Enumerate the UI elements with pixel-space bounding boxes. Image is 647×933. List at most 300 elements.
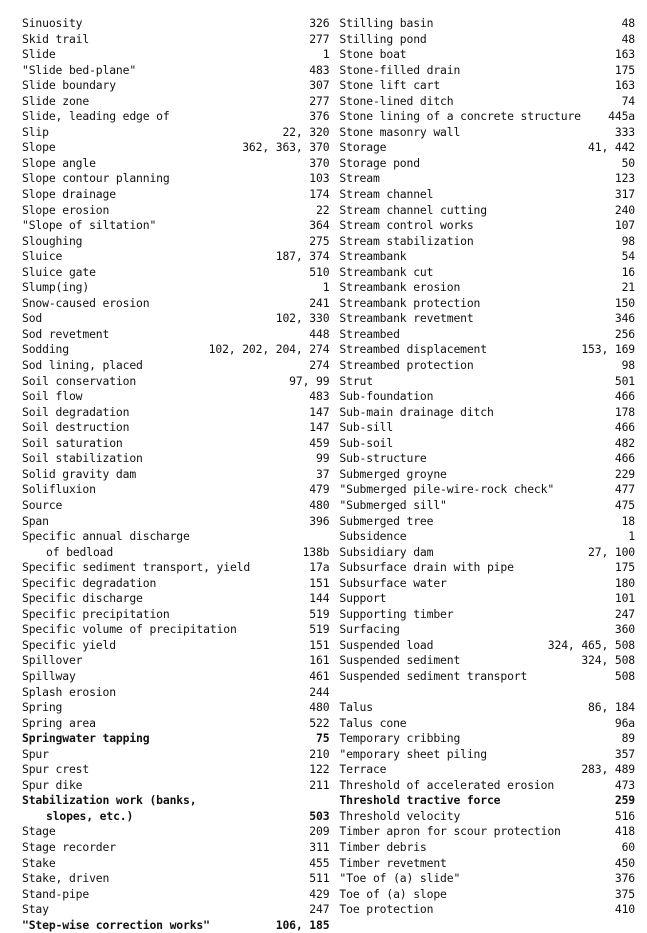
index-entry — [339, 63, 635, 79]
index-pages: 187, 374 — [275, 249, 330, 264]
index-term: Splash erosion — [22, 684, 116, 699]
index-entry — [22, 234, 329, 250]
index-pages: 97, 99 — [289, 373, 330, 388]
index-entry — [339, 669, 635, 685]
index-entry — [339, 607, 635, 623]
index-entry — [22, 374, 329, 390]
index-entry — [339, 482, 635, 498]
index-entry — [22, 793, 329, 809]
index-pages: 247 — [614, 606, 635, 621]
index-entry — [22, 280, 329, 296]
index-entry — [22, 265, 329, 281]
index-term: Stake, driven — [22, 871, 110, 886]
index-entry — [339, 653, 635, 669]
index-pages: 259 — [614, 793, 635, 808]
index-entry — [339, 405, 635, 421]
index-entry — [339, 560, 635, 576]
index-entry — [22, 638, 329, 654]
index-pages: 477 — [614, 482, 635, 497]
index-pages: 429 — [309, 886, 330, 901]
index-term: Sluice gate — [22, 264, 96, 279]
index-pages: 16 — [621, 264, 635, 279]
index-term: Sloughing — [22, 233, 83, 248]
index-term: Stone-lined ditch — [339, 93, 454, 108]
index-entry — [339, 809, 635, 825]
index-entry — [339, 32, 635, 48]
index-term: Spillover — [22, 653, 83, 668]
index-entry — [22, 389, 329, 405]
index-pages: 283, 489 — [581, 762, 635, 777]
index-pages: 346 — [614, 311, 635, 326]
index-pages: 277 — [309, 93, 330, 108]
index-entry — [22, 529, 329, 545]
index-term: Stage — [22, 824, 56, 839]
index-entry — [22, 358, 329, 374]
index-pages: 508 — [614, 668, 635, 683]
index-pages: 1 — [322, 47, 330, 62]
index-term: Soil degradation — [22, 404, 130, 419]
index-entry — [339, 296, 635, 312]
index-entry — [22, 747, 329, 763]
index-pages: 519 — [309, 622, 330, 637]
index-pages: 98 — [621, 358, 635, 373]
index-entry — [339, 342, 635, 358]
index-term: Sod lining, placed — [22, 358, 143, 373]
index-term: Specific yield — [22, 637, 116, 652]
index-pages: 122 — [309, 762, 330, 777]
index-entry — [339, 700, 635, 716]
index-pages: 21 — [621, 280, 635, 295]
index-pages: 376 — [614, 871, 635, 886]
index-term: Submerged tree — [339, 513, 434, 528]
index-entry — [22, 607, 329, 623]
index-entry — [22, 451, 329, 467]
index-pages: 324, 508 — [581, 653, 635, 668]
index-term: "Submerged sill" — [339, 497, 447, 512]
index-entry — [339, 514, 635, 530]
index-pages: 41, 442 — [588, 140, 635, 155]
index-term: Sinuosity — [22, 16, 83, 30]
index-pages: 96a — [614, 715, 635, 730]
index-term: Subsidiary dam — [339, 544, 434, 559]
index-pages: 275 — [309, 233, 330, 248]
index-term: "emporary sheet piling — [339, 746, 487, 761]
index-pages: 501 — [614, 373, 635, 388]
index-term: Stone masonry wall — [339, 124, 461, 139]
index-pages: 461 — [309, 668, 330, 683]
index-pages: 147 — [309, 420, 330, 435]
index-pages: 307 — [309, 78, 330, 93]
index-term: Source — [22, 497, 63, 512]
index-entry — [22, 203, 329, 219]
index-pages: 510 — [309, 264, 330, 279]
index-entry — [22, 762, 329, 778]
index-term: Stream channel — [339, 187, 434, 202]
index-entry — [339, 545, 635, 561]
index-pages: 479 — [309, 482, 330, 497]
index-pages: 333 — [614, 124, 635, 139]
index-pages: 180 — [614, 575, 635, 590]
index-pages: 450 — [614, 855, 635, 870]
index-entry — [22, 840, 329, 856]
index-pages: 99 — [315, 451, 330, 466]
index-term: Slip — [22, 124, 49, 139]
index-pages: 178 — [614, 404, 635, 419]
index-pages: 103 — [309, 171, 330, 186]
index-term: Stilling basin — [339, 16, 434, 30]
index-term: Streambank cut — [339, 264, 434, 279]
index-pages: 147 — [309, 404, 330, 419]
index-entry — [339, 109, 635, 125]
index-term: Toe of (a) slope — [339, 886, 447, 901]
index-entry — [339, 436, 635, 452]
index-pages: 1 — [628, 529, 635, 544]
index-term: Sub-sill — [339, 420, 394, 435]
index-pages: 123 — [614, 171, 635, 186]
index-term: Spur crest — [22, 762, 90, 777]
index-term: Slope drainage — [22, 187, 116, 202]
index-term: Threshold of accelerated erosion — [339, 777, 555, 792]
index-pages: 175 — [614, 62, 635, 77]
index-term: Sodding — [22, 342, 69, 357]
index-entry — [339, 311, 635, 327]
index-pages: 74 — [621, 93, 635, 108]
index-entry — [22, 32, 329, 48]
index-pages: 89 — [621, 731, 635, 746]
index-pages: 459 — [309, 435, 330, 450]
index-entry — [22, 902, 329, 918]
index-pages: 102, 330 — [275, 311, 330, 326]
index-term: Sub-structure — [339, 451, 427, 466]
index-term: Strut — [339, 373, 373, 388]
index-entry — [339, 374, 635, 390]
index-pages: 364 — [309, 218, 330, 233]
index-term: Soil destruction — [22, 420, 130, 435]
index-term: Sub-main drainage ditch — [339, 404, 494, 419]
index-entry — [339, 529, 635, 545]
index-entry — [339, 747, 635, 763]
index-entry — [339, 716, 635, 732]
index-term: Stone-filled drain — [339, 62, 461, 77]
index-pages: 153, 169 — [581, 342, 635, 357]
index-term: Spur dike — [22, 777, 83, 792]
index-term: Stand-pipe — [22, 886, 90, 901]
index-pages: 376 — [309, 109, 330, 124]
index-entry — [22, 918, 329, 933]
index-pages: 483 — [309, 62, 330, 77]
index-pages: 75 — [315, 731, 330, 746]
index-entry — [22, 63, 329, 79]
index-term: Spring — [22, 700, 63, 715]
index-entry — [22, 685, 329, 701]
index-pages: 240 — [614, 202, 635, 217]
index-entry — [22, 856, 329, 872]
index-term: Subsidence — [339, 529, 407, 544]
index-term: Specific degradation — [22, 575, 157, 590]
index-entry — [339, 591, 635, 607]
index-pages: 480 — [309, 700, 330, 715]
index-entry — [339, 902, 635, 918]
index-term: Streambank erosion — [339, 280, 461, 295]
index-term: Stage recorder — [22, 839, 116, 854]
index-entry — [22, 109, 329, 125]
index-entry — [339, 218, 635, 234]
index-term: Sub-soil — [339, 435, 394, 450]
index-entry — [339, 187, 635, 203]
index-pages: 98 — [621, 233, 635, 248]
index-term: Supporting timber — [339, 606, 454, 621]
index-entry — [339, 576, 635, 592]
index-term: Solifluxion — [22, 482, 96, 497]
index-pages: 241 — [309, 295, 330, 310]
index-entry — [339, 203, 635, 219]
index-entry — [339, 871, 635, 887]
index-pages: 311 — [309, 839, 330, 854]
index-pages: 482 — [614, 435, 635, 450]
index-entry — [22, 296, 329, 312]
index-entry — [339, 451, 635, 467]
index-pages: 473 — [614, 777, 635, 792]
index-term: Specific volume of precipitation — [22, 622, 237, 637]
index-entry — [339, 778, 635, 794]
index-entry — [22, 78, 329, 94]
index-entry — [339, 16, 635, 32]
index-pages: 277 — [309, 31, 330, 46]
index-pages: 375 — [614, 886, 635, 901]
index-entry — [339, 156, 635, 172]
index-pages: 161 — [309, 653, 330, 668]
index-term: Timber apron for scour protection — [339, 824, 561, 839]
index-term: Streambank — [339, 249, 407, 264]
index-pages: 37 — [315, 466, 330, 481]
index-entry — [22, 16, 329, 32]
index-pages: 466 — [614, 420, 635, 435]
index-term: Spillway — [22, 668, 76, 683]
index-column-left — [22, 16, 329, 933]
index-entry — [22, 467, 329, 483]
index-entry — [339, 840, 635, 856]
index-entry — [22, 94, 329, 110]
index-term: Stream channel cutting — [339, 202, 487, 217]
index-entry — [22, 560, 329, 576]
index-term: Slump(ing) — [22, 280, 90, 295]
index-term: Sod — [22, 311, 43, 326]
index-term: Soil conservation — [22, 373, 137, 388]
index-term: Solid gravity dam — [22, 466, 137, 481]
index-entry — [22, 716, 329, 732]
index-entry — [339, 856, 635, 872]
index-entry — [22, 778, 329, 794]
index-term: "Toe of (a) slide" — [339, 871, 461, 886]
index-entry — [339, 358, 635, 374]
index-term: slopes, etc.) — [46, 808, 134, 823]
index-term: Slope contour planning — [22, 171, 170, 186]
index-entry — [339, 140, 635, 156]
index-term: "Submerged pile-wire-rock check" — [339, 482, 555, 497]
index-pages: 445a — [608, 109, 635, 124]
index-entry — [339, 762, 635, 778]
index-entry — [339, 887, 635, 903]
index-term: Stone boat — [339, 47, 407, 62]
index-pages: 18 — [621, 513, 635, 528]
index-term: Slope angle — [22, 155, 96, 170]
index-term: Streambank protection — [339, 295, 481, 310]
index-entry — [339, 420, 635, 436]
index-section-gap — [339, 685, 635, 701]
index-pages: 86, 184 — [588, 700, 635, 715]
index-pages: 151 — [309, 637, 330, 652]
index-pages: 17a — [309, 560, 330, 575]
index-pages: 511 — [309, 871, 330, 886]
index-term: Soil stabilization — [22, 451, 143, 466]
index-pages: 48 — [621, 31, 635, 46]
index-term: Specific discharge — [22, 591, 143, 606]
index-term: Stream stabilization — [339, 233, 474, 248]
index-entry — [339, 389, 635, 405]
index-pages: 48 — [621, 16, 635, 30]
index-pages: 22 — [315, 202, 330, 217]
index-entry — [22, 576, 329, 592]
index-term: Subsurface drain with pipe — [339, 560, 514, 575]
index-entry — [339, 265, 635, 281]
index-entry — [339, 78, 635, 94]
index-term: Support — [339, 591, 387, 606]
index-term: Sod revetment — [22, 326, 110, 341]
index-pages: 519 — [309, 606, 330, 621]
index-term: Storage — [339, 140, 387, 155]
index-term: Specific annual discharge — [22, 529, 190, 544]
index-pages: 27, 100 — [588, 544, 635, 559]
index-pages: 466 — [614, 451, 635, 466]
index-pages: 360 — [614, 622, 635, 637]
index-entry — [22, 140, 329, 156]
index-pages: 175 — [614, 560, 635, 575]
index-pages: 1 — [322, 280, 330, 295]
index-term: Slide zone — [22, 93, 90, 108]
index-term: Talus — [339, 700, 373, 715]
index-term: Snow-caused erosion — [22, 295, 150, 310]
index-term: Slope erosion — [22, 202, 110, 217]
index-term: Streambed displacement — [339, 342, 487, 357]
index-pages: 516 — [614, 808, 635, 823]
index-entry — [339, 467, 635, 483]
index-term: Springwater tapping — [22, 731, 150, 746]
index-pages: 211 — [309, 777, 330, 792]
index-entry — [339, 94, 635, 110]
index-entry — [339, 824, 635, 840]
index-pages: 163 — [614, 78, 635, 93]
index-pages: 483 — [309, 389, 330, 404]
index-pages: 102, 202, 204, 274 — [208, 342, 330, 357]
index-pages: 22, 320 — [282, 124, 330, 139]
index-term: Sub-foundation — [339, 389, 434, 404]
index-pages: 256 — [614, 326, 635, 341]
index-pages: 174 — [309, 187, 330, 202]
index-term: Suspended sediment transport — [339, 668, 528, 683]
index-term: "Step-wise correction works" — [22, 917, 210, 932]
index-entry — [339, 622, 635, 638]
index-column-right — [339, 16, 635, 918]
index-entry — [22, 824, 329, 840]
index-term: Spring area — [22, 715, 96, 730]
index-entry — [22, 420, 329, 436]
index-entry — [22, 342, 329, 358]
index-entry — [22, 887, 329, 903]
index-term: Spur — [22, 746, 49, 761]
index-entry-continuation — [22, 809, 329, 825]
index-pages: 503 — [309, 808, 330, 823]
index-term: Skid trail — [22, 31, 90, 46]
index-term: Specific precipitation — [22, 606, 170, 621]
index-entry — [22, 482, 329, 498]
index-entry — [22, 156, 329, 172]
index-pages: 138b — [302, 544, 330, 559]
index-term: Slide boundary — [22, 78, 116, 93]
index-term: of bedload — [46, 544, 114, 559]
index-term: Subsurface water — [339, 575, 447, 590]
index-entry — [339, 327, 635, 343]
index-pages: 324, 465, 508 — [547, 637, 635, 652]
index-pages: 455 — [309, 855, 330, 870]
index-pages: 163 — [614, 47, 635, 62]
index-term: Streambed — [339, 326, 400, 341]
index-entry — [22, 622, 329, 638]
index-pages: 101 — [614, 591, 635, 606]
index-term: "Slide bed-plane" — [22, 62, 137, 77]
index-term: Suspended sediment — [339, 653, 461, 668]
index-entry — [22, 218, 329, 234]
index-pages: 151 — [309, 575, 330, 590]
index-term: Temporary cribbing — [339, 731, 461, 746]
index-pages: 274 — [309, 358, 330, 373]
index-term: Toe protection — [339, 902, 434, 917]
index-term: Stream control works — [339, 218, 474, 233]
index-pages: 210 — [309, 746, 330, 761]
index-entry — [339, 793, 635, 809]
index-entry — [22, 311, 329, 327]
index-pages: 522 — [309, 715, 330, 730]
index-pages: 54 — [621, 249, 635, 264]
index-term: Timber debris — [339, 839, 427, 854]
index-pages: 50 — [621, 155, 635, 170]
index-entry — [22, 498, 329, 514]
index-pages: 244 — [309, 684, 330, 699]
index-entry — [339, 731, 635, 747]
index-term: Stone lift cart — [339, 78, 441, 93]
index-term: Stilling pond — [339, 31, 427, 46]
index-pages: 396 — [309, 513, 330, 528]
index-term: Threshold tractive force — [339, 793, 501, 808]
index-term: Specific sediment transport, yield — [22, 560, 251, 575]
index-entry — [22, 327, 329, 343]
index-entry — [22, 171, 329, 187]
index-entry — [22, 871, 329, 887]
index-entry — [22, 47, 329, 63]
index-term: Stone lining of a concrete structure — [339, 109, 581, 124]
index-entry — [22, 436, 329, 452]
index-pages: 362, 363, 370 — [242, 140, 330, 155]
index-term: Streambank revetment — [339, 311, 474, 326]
index-term: Slide, leading edge of — [22, 109, 170, 124]
index-term: Submerged groyne — [339, 466, 447, 481]
index-entry — [339, 498, 635, 514]
index-term: Streambed protection — [339, 358, 474, 373]
index-pages: 107 — [614, 218, 635, 233]
index-entry — [22, 249, 329, 265]
index-entry — [339, 249, 635, 265]
index-term: Terrace — [339, 762, 387, 777]
index-pages: 144 — [309, 591, 330, 606]
